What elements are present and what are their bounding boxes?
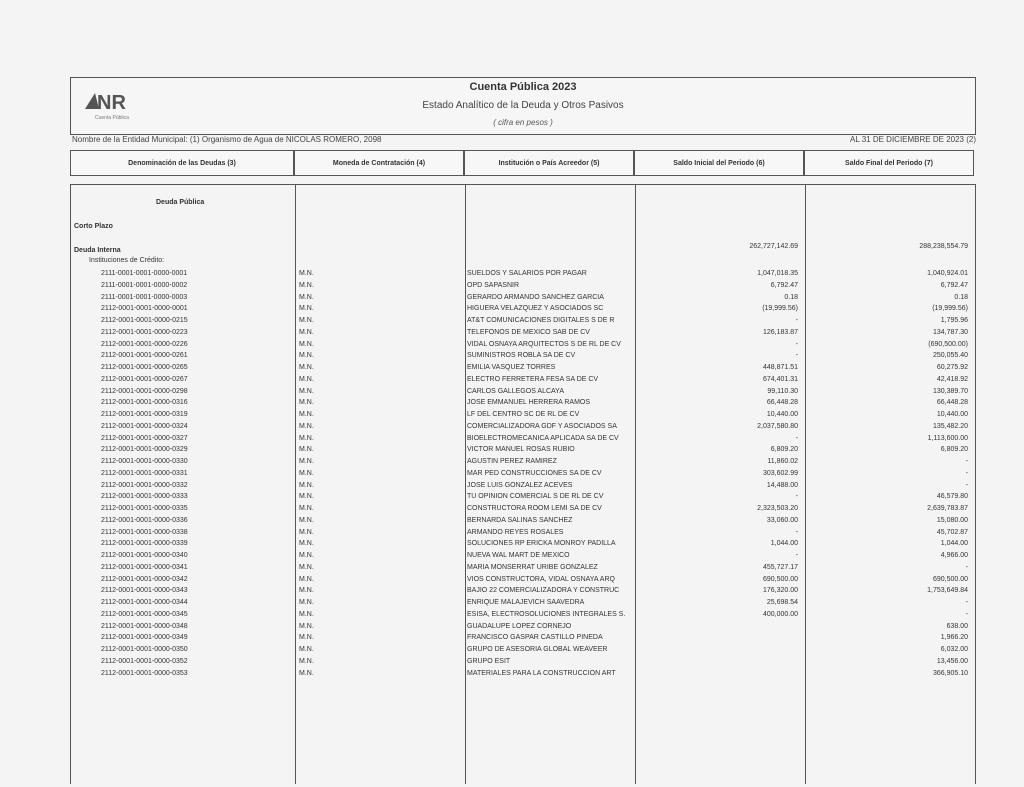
report-date: AL 31 DE DICIEMBRE DE 2023 (2) xyxy=(850,135,976,144)
table-row xyxy=(71,562,977,573)
row-currency: M.N. xyxy=(299,575,314,583)
table-row xyxy=(71,397,977,408)
row-code: 2112-0001-0001-0000-0335 xyxy=(101,505,188,512)
row-saldo-inicial: 66,448.28 xyxy=(766,399,798,407)
row-currency: M.N. xyxy=(299,563,314,571)
row-code: 2112-0001-0001-0000-0336 xyxy=(101,516,188,524)
row-code: 2112-0001-0001-0000-0342 xyxy=(101,575,188,583)
row-currency: M.N. xyxy=(299,610,314,618)
row-saldo-inicial: 33,060.00 xyxy=(766,516,798,524)
row-currency: M.N. xyxy=(299,434,314,442)
row-saldo-inicial: - xyxy=(795,352,798,360)
report-page xyxy=(70,77,976,777)
total-inicial: 262,727,142.69 xyxy=(749,243,798,250)
table-row xyxy=(71,268,977,279)
table-row xyxy=(71,362,977,373)
row-currency: M.N. xyxy=(299,305,314,313)
row-saldo-final: 135,482.20 xyxy=(932,422,968,430)
row-creditor: ENRIQUE MALAJEVICH SAAVEDRA xyxy=(467,599,585,606)
row-saldo-final: 15,080.00 xyxy=(936,516,968,524)
section-deuda-interna: Deuda Interna xyxy=(74,247,121,254)
row-saldo-final: - xyxy=(965,599,968,606)
table-row xyxy=(71,433,977,444)
row-saldo-final: 1,795.96 xyxy=(940,317,968,324)
row-currency: M.N. xyxy=(299,599,314,606)
table-body xyxy=(70,184,976,784)
row-creditor: SUMINISTROS ROBLA SA DE CV xyxy=(467,352,576,360)
table-row xyxy=(71,621,977,632)
row-code: 2112-0001-0001-0000-0330 xyxy=(101,458,188,465)
col-header-denominacion: Denominación de las Deudas (3) xyxy=(70,150,294,176)
row-creditor: NUEVA WAL MART DE MEXICO xyxy=(467,552,570,559)
row-code: 2112-0001-0001-0000-0345 xyxy=(101,610,188,618)
row-creditor: COMERCIALIZADORA GDF Y ASOCIADOS SA xyxy=(467,422,617,430)
row-creditor: ARMANDO REYES ROSALES xyxy=(467,528,564,536)
row-creditor: MATERIALES PARA LA CONSTRUCCION ART xyxy=(467,669,616,677)
table-row xyxy=(71,632,977,643)
table-row xyxy=(71,409,977,420)
row-code: 2112-0001-0001-0000-0265 xyxy=(101,364,188,371)
row-saldo-final: - xyxy=(965,610,968,618)
row-currency: M.N. xyxy=(299,399,314,407)
table-row xyxy=(71,315,977,326)
table-row xyxy=(71,656,977,667)
row-code: 2112-0001-0001-0000-0329 xyxy=(101,446,188,454)
row-currency: M.N. xyxy=(299,622,314,630)
row-saldo-inicial: 303,602.99 xyxy=(762,469,798,477)
table-row xyxy=(71,515,977,526)
row-currency: M.N. xyxy=(299,669,314,677)
row-currency: M.N. xyxy=(299,458,314,465)
table-row xyxy=(71,585,977,596)
table-row xyxy=(71,374,977,385)
row-currency: M.N. xyxy=(299,540,314,548)
row-creditor: TU OPINION COMERCIAL S DE RL DE CV xyxy=(467,493,604,501)
row-code: 2112-0001-0001-0000-0226 xyxy=(101,340,188,348)
table-row xyxy=(71,480,977,491)
row-creditor: OPD SAPASNIR xyxy=(467,281,519,289)
col-header-institucion: Institución o País Acreedor (5) xyxy=(464,150,634,176)
row-currency: M.N. xyxy=(299,270,314,277)
row-saldo-final: 6,032.00 xyxy=(940,646,968,653)
row-creditor: FRANCISCO GASPAR CASTILLO PINEDA xyxy=(467,634,603,642)
row-saldo-final: 45,702.87 xyxy=(936,528,968,536)
row-saldo-final: - xyxy=(965,469,968,477)
table-row xyxy=(71,456,977,467)
row-saldo-inicial: 448,871.51 xyxy=(762,364,798,371)
row-creditor: GERARDO ARMANDO SANCHEZ GARCIA xyxy=(467,293,604,301)
row-code: 2112-0001-0001-0000-0352 xyxy=(101,657,188,665)
row-creditor: LF DEL CENTRO SC DE RL DE CV xyxy=(467,411,580,418)
row-saldo-final: 690,500.00 xyxy=(932,575,968,583)
row-saldo-final: - xyxy=(965,563,968,571)
row-saldo-final: (19,999.56) xyxy=(932,305,968,313)
row-saldo-inicial: - xyxy=(795,317,798,324)
table-row xyxy=(71,280,977,291)
section-instituciones: Instituciones de Crédito: xyxy=(89,257,165,264)
row-creditor: JOSE EMMANUEL HERRERA RAMOS xyxy=(467,399,591,407)
table-row xyxy=(71,574,977,585)
row-creditor: GRUPO DE ASESORIA GLOBAL WEAVEER xyxy=(467,646,608,653)
row-creditor: BERNARDA SALINAS SANCHEZ xyxy=(467,516,573,524)
row-saldo-inicial: 0.18 xyxy=(784,293,798,301)
table-row xyxy=(71,303,977,314)
row-creditor: CONSTRUCTORA ROOM LEMI SA DE CV xyxy=(467,505,602,512)
row-currency: M.N. xyxy=(299,646,314,653)
row-saldo-inicial: 690,500.00 xyxy=(762,575,798,583)
row-saldo-final: 4,966.00 xyxy=(940,552,968,559)
table-row xyxy=(71,350,977,361)
row-saldo-inicial: 6,809.20 xyxy=(770,446,798,454)
row-saldo-inicial: 674,401.31 xyxy=(762,375,798,383)
table-row xyxy=(71,421,977,432)
row-saldo-inicial: 25,698.54 xyxy=(766,599,798,606)
row-creditor: BAJIO 22 COMERCIALIZADORA Y CONSTRUC xyxy=(467,587,620,595)
table-row xyxy=(71,538,977,549)
row-code: 2112-0001-0001-0000-0001 xyxy=(101,305,188,313)
row-code: 2112-0001-0001-0000-0338 xyxy=(101,528,188,536)
row-currency: M.N. xyxy=(299,469,314,477)
row-saldo-final: 1,044.00 xyxy=(940,540,968,548)
row-currency: M.N. xyxy=(299,364,314,371)
row-creditor: GUADALUPE LOPEZ CORNEJO xyxy=(467,622,572,630)
row-saldo-final: 1,040,924.01 xyxy=(927,270,968,277)
row-saldo-final: 130,389.70 xyxy=(932,387,968,395)
row-currency: M.N. xyxy=(299,317,314,324)
row-creditor: MARIA MONSERRAT URIBE GONZALEZ xyxy=(467,563,598,571)
col-header-moneda: Moneda de Contratación (4) xyxy=(294,150,464,176)
row-currency: M.N. xyxy=(299,481,314,489)
row-code: 2112-0001-0001-0000-0298 xyxy=(101,387,188,395)
row-saldo-final: 1,113,600.00 xyxy=(927,434,968,442)
row-creditor: CARLOS GALLEGOS ALCAYA xyxy=(467,387,565,395)
row-currency: M.N. xyxy=(299,411,314,418)
row-saldo-final: - xyxy=(965,481,968,489)
row-creditor: AT&T COMUNICACIONES DIGITALES S DE R xyxy=(467,317,615,324)
row-code: 2112-0001-0001-0000-0324 xyxy=(101,422,188,430)
row-saldo-inicial: 6,792.47 xyxy=(770,281,798,289)
row-code: 2112-0001-0001-0000-0343 xyxy=(101,587,188,595)
row-code: 2112-0001-0001-0000-0340 xyxy=(101,552,188,559)
row-code: 2112-0001-0001-0000-0332 xyxy=(101,481,188,489)
table-row xyxy=(71,386,977,397)
row-saldo-inicial: - xyxy=(795,552,798,559)
row-code: 2112-0001-0001-0000-0353 xyxy=(101,669,188,677)
row-code: 2112-0001-0001-0000-0316 xyxy=(101,399,188,407)
row-saldo-inicial: - xyxy=(795,493,798,501)
row-creditor: HIGUERA VELAZQUEZ Y ASOCIADOS SC xyxy=(467,305,604,313)
row-saldo-final: 1,753,649.84 xyxy=(927,587,968,595)
row-creditor: MAR PED CONSTRUCCIONES SA DE CV xyxy=(467,469,602,477)
row-code: 2111-0001-0001-0000-0002 xyxy=(101,281,188,289)
row-saldo-inicial: - xyxy=(795,340,798,348)
row-saldo-inicial: 1,047,018.35 xyxy=(757,270,798,277)
row-saldo-final: 6,809.20 xyxy=(940,446,968,454)
entity-name: Nombre de la Entidad Municipal: (1) Organismo de Agua de NICOLAS ROMERO, 2098 xyxy=(72,135,382,144)
row-saldo-final: 0.18 xyxy=(954,293,968,301)
row-saldo-inicial: 400,000.00 xyxy=(762,610,798,618)
row-currency: M.N. xyxy=(299,657,314,665)
row-code: 2112-0001-0001-0000-0350 xyxy=(101,646,188,653)
table-row xyxy=(71,327,977,338)
table-row xyxy=(71,339,977,350)
row-code: 2112-0001-0001-0000-0319 xyxy=(101,411,188,418)
row-currency: M.N. xyxy=(299,281,314,289)
row-saldo-final: 250,055.40 xyxy=(932,352,968,360)
row-saldo-final: 134,787.30 xyxy=(932,328,968,336)
row-code: 2111-0001-0001-0000-0003 xyxy=(101,293,188,301)
row-saldo-inicial: 2,323,503.20 xyxy=(757,505,798,512)
row-saldo-final: 66,448.28 xyxy=(936,399,968,407)
report-title: Cuenta Pública 2023 xyxy=(469,81,577,93)
row-currency: M.N. xyxy=(299,352,314,360)
row-saldo-inicial: (19,999.56) xyxy=(762,305,798,313)
table-row xyxy=(71,644,977,655)
row-currency: M.N. xyxy=(299,387,314,395)
row-saldo-inicial: 176,320.00 xyxy=(762,587,798,595)
row-creditor: AGUSTIN PEREZ RAMIREZ xyxy=(467,458,557,465)
row-creditor: VIDAL OSNAYA ARQUITECTOS S DE RL DE CV xyxy=(467,340,621,348)
row-currency: M.N. xyxy=(299,446,314,454)
row-saldo-final: 2,639,783.87 xyxy=(927,505,968,512)
row-creditor: VIOS CONSTRUCTORA, VIDAL OSNAYA ARQ xyxy=(467,575,615,583)
row-saldo-inicial: 11,860.02 xyxy=(767,458,798,465)
row-code: 2112-0001-0001-0000-0348 xyxy=(101,622,188,630)
row-currency: M.N. xyxy=(299,528,314,536)
row-saldo-final: 60,275.92 xyxy=(936,364,968,371)
row-saldo-final: 42,418.92 xyxy=(936,375,968,383)
row-saldo-inicial: - xyxy=(795,434,798,442)
row-currency: M.N. xyxy=(299,340,314,348)
row-saldo-inicial: 126,183.87 xyxy=(762,328,798,336)
row-creditor: EMILIA VASQUEZ TORRES xyxy=(467,364,556,371)
row-saldo-inicial: 455,727.17 xyxy=(762,563,798,571)
row-creditor: SUELDOS Y SALARIOS POR PAGAR xyxy=(467,270,587,277)
row-code: 2111-0001-0001-0000-0001 xyxy=(101,270,188,277)
col-header-saldo-inicial: Saldo Inicial del Periodo (6) xyxy=(634,150,804,176)
table-row xyxy=(71,292,977,303)
row-saldo-inicial: 2,037,580.80 xyxy=(757,422,798,430)
row-saldo-final: (690,500.00) xyxy=(928,340,968,348)
col-header-saldo-final: Saldo Final del Periodo (7) xyxy=(804,150,974,176)
table-row xyxy=(71,550,977,561)
row-code: 2112-0001-0001-0000-0223 xyxy=(101,328,188,336)
row-currency: M.N. xyxy=(299,422,314,430)
row-code: 2112-0001-0001-0000-0327 xyxy=(101,434,188,442)
report-subtitle: Estado Analítico de la Deuda y Otros Pasivos xyxy=(422,100,624,111)
row-currency: M.N. xyxy=(299,375,314,383)
section-corto-plazo: Corto Plazo xyxy=(74,223,113,230)
table-row xyxy=(71,468,977,479)
row-currency: M.N. xyxy=(299,505,314,512)
logo-sub: Cuenta Pública xyxy=(95,115,129,121)
row-saldo-inicial: - xyxy=(795,528,798,536)
row-creditor: BIOELECTROMECANICA APLICADA SA DE CV xyxy=(467,434,619,442)
entity-row xyxy=(72,135,976,144)
table-row xyxy=(71,491,977,502)
table-row xyxy=(71,597,977,608)
row-currency: M.N. xyxy=(299,516,314,524)
row-saldo-final: 6,792.47 xyxy=(940,281,968,289)
report-header xyxy=(70,77,976,135)
row-code: 2112-0001-0001-0000-0349 xyxy=(101,634,188,642)
row-saldo-final: 638.00 xyxy=(946,622,968,630)
row-currency: M.N. xyxy=(299,493,314,501)
row-saldo-final: 46,579.80 xyxy=(936,493,968,501)
row-currency: M.N. xyxy=(299,552,314,559)
row-code: 2112-0001-0001-0000-0267 xyxy=(101,375,188,383)
row-saldo-final: 1,966.20 xyxy=(940,634,968,642)
row-currency: M.N. xyxy=(299,634,314,642)
row-code: 2112-0001-0001-0000-0215 xyxy=(101,317,188,324)
row-creditor: TELEFONOS DE MEXICO SAB DE CV xyxy=(467,328,590,336)
row-currency: M.N. xyxy=(299,587,314,595)
report-units: ( cifra en pesos ) xyxy=(493,118,553,127)
row-saldo-inicial: 14,488.00 xyxy=(766,481,798,489)
row-code: 2112-0001-0001-0000-0331 xyxy=(101,469,188,477)
table-row xyxy=(71,444,977,455)
row-code: 2112-0001-0001-0000-0339 xyxy=(101,540,188,548)
row-creditor: GRUPO ESIT xyxy=(467,657,511,665)
row-creditor: ESISA, ELECTROSOLUCIONES INTEGRALES S. xyxy=(467,610,626,618)
row-saldo-final: 366,905.10 xyxy=(932,669,968,677)
row-saldo-final: 10,440.00 xyxy=(936,411,968,418)
table-row xyxy=(71,503,977,514)
row-creditor: ELECTRO FERRETERA FESA SA DE CV xyxy=(467,375,599,383)
row-saldo-final: 13,456.00 xyxy=(936,657,968,665)
row-code: 2112-0001-0001-0000-0341 xyxy=(101,563,188,571)
row-creditor: SOLUCIONES RP ERICKA MONROY PADILLA xyxy=(467,540,616,548)
row-code: 2112-0001-0001-0000-0261 xyxy=(101,352,188,360)
row-saldo-inicial: 1,044.00 xyxy=(770,540,798,548)
row-currency: M.N. xyxy=(299,328,314,336)
table-row xyxy=(71,668,977,679)
table-row xyxy=(71,527,977,538)
row-saldo-inicial: 10,440.00 xyxy=(766,411,798,418)
row-creditor: JOSE LUIS GONZALEZ ACEVES xyxy=(467,481,573,489)
row-creditor: VICTOR MANUEL ROSAS RUBIO xyxy=(467,446,575,454)
row-saldo-final: - xyxy=(965,458,968,465)
row-code: 2112-0001-0001-0000-0333 xyxy=(101,493,188,501)
logo-text: NR xyxy=(97,92,126,114)
section-deuda-publica: Deuda Pública xyxy=(156,199,205,206)
row-code: 2112-0001-0001-0000-0344 xyxy=(101,599,188,606)
row-currency: M.N. xyxy=(299,293,314,301)
table-row xyxy=(71,609,977,620)
total-final: 288,238,554.79 xyxy=(919,243,968,250)
row-saldo-inicial: 99,110.30 xyxy=(767,387,798,395)
